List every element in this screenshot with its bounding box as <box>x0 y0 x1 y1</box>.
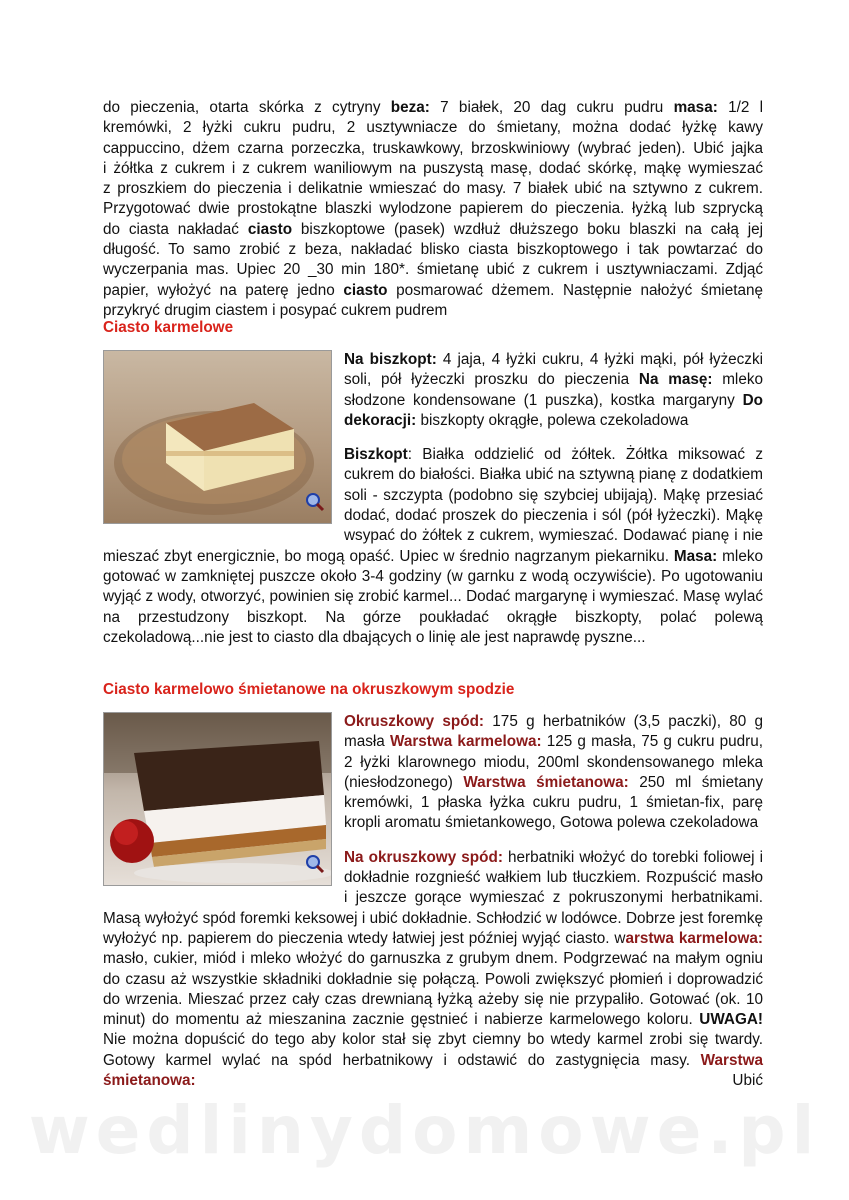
cake-illustration <box>104 351 331 523</box>
intro-paragraph <box>103 98 763 321</box>
intro-line: z proszkiem do pieczenia i delikatnie wmieszać do masy. 7 białek ubić na sztywno z cukrem. <box>103 180 763 198</box>
section-title-ciasto-karmelowe: Ciasto karmelowe <box>103 319 234 336</box>
cake-photo-karmelowe[interactable] <box>103 350 332 524</box>
ingredients-karmelowo-smietanowe: Okruszkowy spód: 175 g herbatników (3,5 paczki), 80 g masła Warstwa karmelowa: 125 g masła, 75 g cukru pudru, 2 łyżki klarownego miodu, 200ml skondensowanego mleka (niesłodzonego) Warstwa śmietanowa: 250 ml śmietany kremówki, 1 płaska łyżka cukru pudru, 1 śmietan-fix, parę kropli aromatu śmietankowego, Gotowa polewa czekoladowa <box>344 713 763 832</box>
zoom-magnifier-icon[interactable] <box>305 854 325 879</box>
recipe-label-bold: Biszkopt <box>344 446 408 464</box>
intro-line: do pieczenia, otarta skórka z cytryny beza: 7 białek, 20 dag cukru pudru masa: 1/2 l <box>103 99 763 116</box>
recipe-label-bold: Na masę: <box>638 371 713 389</box>
recipe-label-red: Warstwa śmietanowa: <box>463 773 629 791</box>
recipe-label-red: Warstwa śmietanowa: <box>103 1051 763 1090</box>
recipe-label-red: arstwa karmelowa: <box>625 929 763 947</box>
intro-line: kremówki, 2 łyżki cukru pudru, 2 usztywniacze do śmietany, można dodać łyżkę kawy <box>103 119 763 137</box>
cake-photo-karmelowo-smietanowe[interactable] <box>103 712 332 886</box>
section-title-ciasto-karmelowo-smietanowe: Ciasto karmelowo śmietanowe na okruszkowym spodzie <box>103 681 515 698</box>
recipe-label-bold: Do dekoracji: <box>344 391 763 429</box>
recipe-label-bold: Na biszkopt: <box>344 351 437 368</box>
intro-line: długość. To samo zrobić z beza, nakładać blisko ciasta biszkoptowego i tak powtarzać do <box>103 241 763 259</box>
recipe-label-red: Na okruszkowy spód: <box>344 848 503 866</box>
ingredients-karmelowe: Na biszkopt: 4 jaja, 4 łyżki cukru, 4 łyżki mąki, pół łyżeczki soli, pół łyżeczki proszku do pieczenia Na masę: mleko słodzone kondensowane (1 puszka), kostka margaryny Do dekoracji: biszkopty okrągłe, polewa czekoladowa <box>344 351 764 429</box>
recipe-label-bold: beza: <box>390 99 430 116</box>
instructions-karmelowo-smietanowe: Na okruszkowy spód: herbatniki włożyć do torebki foliowej i dokładnie rozgnieść wałkiem lub tłuczkiem. Rozpuścić masło i jeszcze gorące wymieszać z pokruszonymi herbatnikami. Masą wyłożyć spód foremki keksowej i ubić dokładnie. Schłodzić w lodówce. Dobrze jest foremkę wyłożyć np. papierem do pieczenia wtedy łatwiej jest później wyjąć ciasto. warstwa karmelowa: masło, cukier, miód i mleko włożyć do garnuszka z grubym dnem. Podgrzewać na małym ogniu do czasu aż wszystkie składniki dokładnie się połączą. Powoli zwiększyć płomień i doprowadzić do wrzenia. Mieszać przez cały czas drewnianą łyżką ażeby się nie przypaliło. Gotować (ok. 10 minut) do momentu aż mieszanina zacznie gęstnieć i nabierze karmelowego koloru. UWAGA! Nie można dopuścić do tego aby kolor stał się zbyt ciemny bo wtedy karmel zrobi się twardy. Gotowy karmel wylać na spód herbatnikowy i odstawić do zastygnięcia masy. Warstwa śmietanowa: Ubić <box>103 848 763 1090</box>
zoom-magnifier-icon[interactable] <box>305 492 325 517</box>
intro-line: Przygotować dwie prostokątne blaszki wylodzone papierem do pieczenia. łyżką lub szprycką <box>103 200 763 218</box>
intro-line: i żółtka z cukrem i z cukrem waniliowym na puszystą masę, dodać skórkę, mąkę wymieszać <box>103 159 763 177</box>
recipe-label-bold: UWAGA! <box>699 1011 763 1029</box>
recipe-label-bold: ciasto <box>247 220 293 238</box>
recipe-label-red: Warstwa karmelowa: <box>389 733 542 751</box>
intro-line: do ciasta nakładać ciasto biszkoptowe (pasek) wzdłuż dłuższego boku blaszki na całą jej <box>103 220 763 238</box>
recipe-label-red: Okruszkowy spód: <box>344 713 485 730</box>
intro-text <box>103 98 763 321</box>
intro-line: wyczerpania mas. Upiec 20 _30 min 180*. śmietanę ubić z cukrem i usztywniaczami. Zdjąć <box>103 261 763 279</box>
recipe-label-bold: masa: <box>673 99 718 116</box>
intro-line: cappuccino, dżem czarna porzeczka, truskawkowy, brzoskwiniowy (wybrać jeden). Ubić jajka <box>103 139 763 157</box>
recipe-label-bold: Masa: <box>673 547 718 565</box>
instructions-karmelowe: Biszkopt: Białka oddzielić od żółtek. Żółtka miksować z cukrem do białości. Białka ubić na sztywną pianę z dodatkiem soli - szczypta (podobno się szybciej ubijają). Mąkę przesiać dodać, dodać proszek do pieczenia i sól (pół łyżeczki). Mąkę wsypać do żółtek z cukrem, wymieszać. Dodawać pianę i nie mieszać zbyt energicznie, bo mogą opaść. Upiec w średnio nagrzanym piekarniku. Masa: mleko gotować w zamkniętej puszcze około 3-4 godziny (w garnku z wodą oczywiście). Po ugotowaniu wyjąć z wody, otworzyć, powinien się zrobić karmel... Dodać margarynę i wymieszać. Masę wylać na przestudzony biszkopt. Na górze poukładać okrągłe biszkopty, polać polewą czekoladową...nie jest to ciasto dla dbających o linię ale jest naprawdę pyszne... <box>103 446 763 646</box>
recipe-label-bold: ciasto <box>343 281 388 299</box>
cake-illustration-2 <box>104 713 331 885</box>
intro-line: przykryć drugim ciastem i posypać cukrem pudrem <box>103 301 448 319</box>
intro-line: papier, wyłożyć na paterę jedno ciasto posmarować dżemem. Następnie nałożyć śmietanę <box>103 281 763 299</box>
section-ciasto-karmelowo-smietanowe <box>103 712 763 1091</box>
watermark: wedlinydomowe.pl <box>28 1092 821 1169</box>
section-ciasto-karmelowe <box>103 350 763 648</box>
